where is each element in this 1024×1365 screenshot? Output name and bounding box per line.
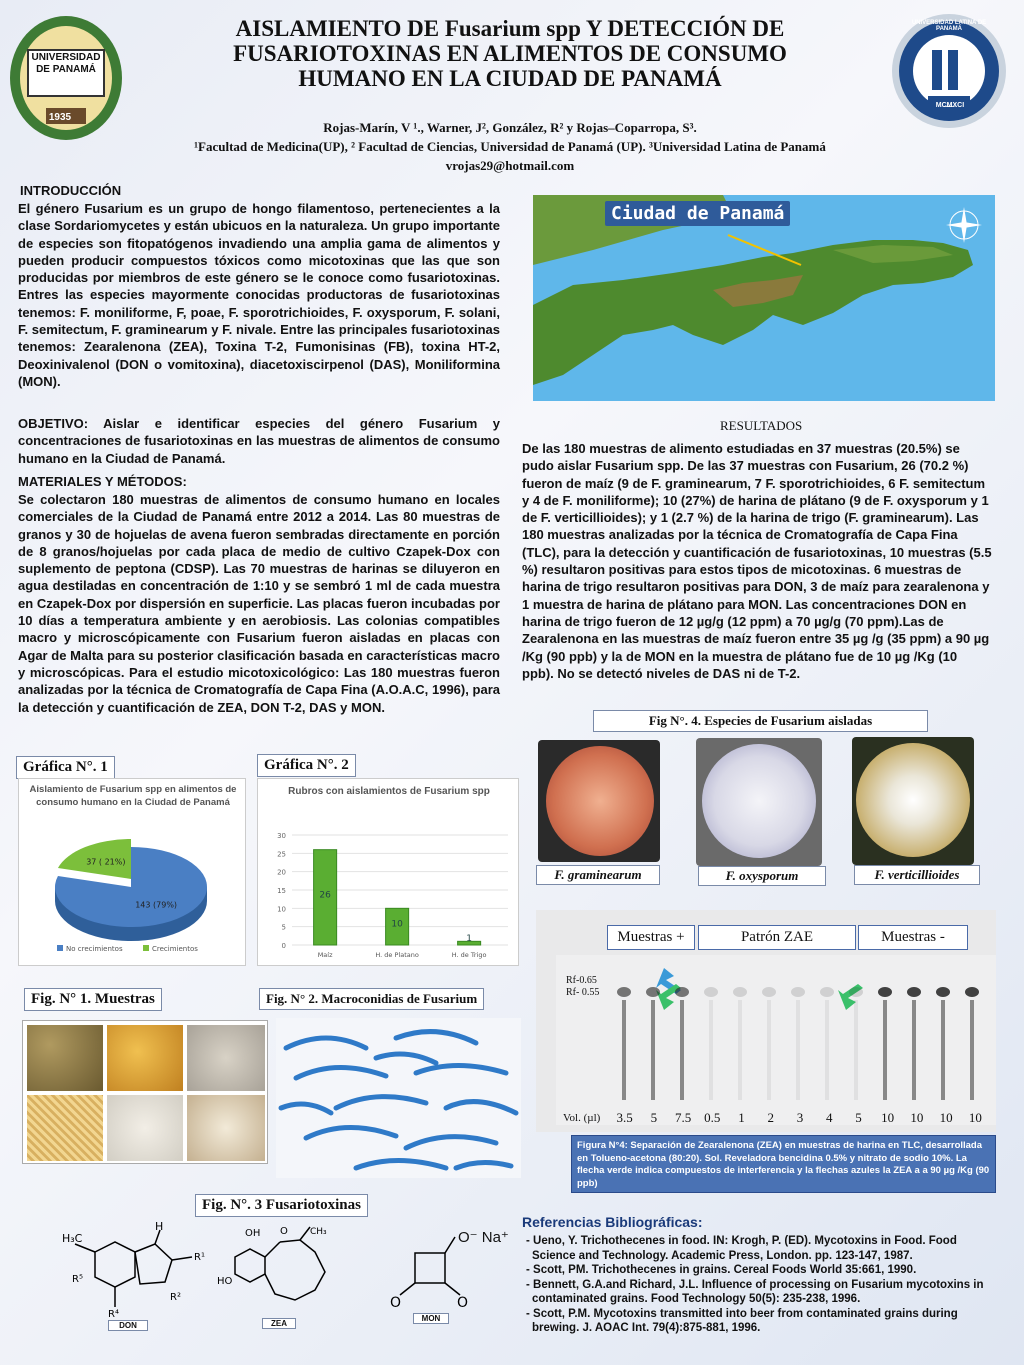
results-text: De las 180 muestras de alimento estudiadas en 37 muestras (20.5%) se pudo aislar Fusarium spp. De las 37 muestras con Fusarium, 26 (70.2 %) fueron de maíz (9 de F. graminearum, 7 F. sporotrichioides, 6 F. semitectum y 4 de F. moniliforme); 10 (27%) de harina de plátano (9 de F. oxysporum y 1 de F. verticillioides); y 1 (2.7 %) de la harina de trigo (F. graminearum). Las 180 muestras analizadas por la técnica de Cromatografía de Capa Fina (TLC), para la detección y cuantificación de fusariotoxinas, 10 muestras (5.5 %) resultaron positivas para estos tipos de micotoxinas. 6 muestras de harina de trigo resultaron positivas para DON, 3 de maíz para zearalenona y 1 muestra de harina de plátano para MON. Las concentraciones DON en harina de trigo fueron de 12 µg/g (12 ppm) a 70 µg/g (70 ppm).Las de Zearalenona en las muestras de maíz fueron entre 35 µg /g (35 ppm) a 90 µg /Kg (90 ppb) y la de MON en la muestra de plátano fue de 10 µg /Kg (10 ppb). No se detectó niveles de DAS ni de T-2. (522, 441, 992, 681)
tlc-label-positive: Muestras + (607, 925, 695, 950)
sample-white-beans (187, 1095, 265, 1161)
fig2-caption-text: Fig. N° 2. Macroconidias de Fusarium (266, 991, 478, 1006)
tlc-volume-value: 7.5 (674, 1110, 692, 1125)
bar-y-tick: 20 (277, 868, 286, 877)
tlc-spot (733, 987, 747, 997)
species-label-2: F. oxysporum (698, 866, 826, 886)
plate-graminearum (538, 740, 660, 862)
species-label-1: F. graminearum (536, 865, 660, 885)
sample-corn (107, 1025, 183, 1091)
email: vrojas29@hotmail.com (445, 158, 575, 173)
logo-left-text: UNIVERSIDAD DE PANAMÁ (31, 52, 101, 75)
pie-legend-label: No crecimientos (66, 945, 123, 953)
tlc-lane-streak (825, 1000, 829, 1100)
macroconidia-image (276, 1018, 521, 1178)
tlc-spot (704, 987, 718, 997)
intro-heading: INTRODUCCIÓN (20, 183, 122, 198)
plate-verticillioides (852, 737, 974, 865)
mon-label: MON (413, 1313, 449, 1324)
svg-text:H₃C: H₃C (62, 1232, 83, 1245)
svg-text:O: O (457, 1295, 469, 1310)
tlc-lane-streak (912, 1000, 916, 1100)
tlc-lane-streak (651, 1000, 655, 1100)
grafica1-label: Gráfica N°. 1 (16, 756, 115, 779)
tlc-spot (849, 987, 863, 997)
tlc-lane-streak (970, 1000, 974, 1100)
fig4-caption-text: Fig N°. 4. Especies de Fusarium aisladas (648, 713, 873, 728)
tlc-spot (820, 987, 834, 997)
map-city-label: Ciudad de Panamá (605, 201, 790, 226)
tlc-rf2: Rf- 0.55 (566, 987, 600, 998)
bar-x-tick: Maíz (317, 951, 333, 959)
plate-oxysporum (696, 738, 822, 866)
tlc-spot (907, 987, 921, 997)
zea-label: ZEA (262, 1318, 296, 1329)
logo-right-year: MCMXCI (935, 102, 965, 109)
mon-ion-text: O⁻ Na⁺ (458, 1229, 509, 1246)
bar-y-tick: 5 (281, 923, 286, 932)
bar-y-tick: 0 (281, 942, 286, 950)
authors-block (110, 118, 910, 175)
title-line-1: AISLAMIENTO DE Fusarium spp Y DETECCIÓN DE (235, 16, 785, 41)
bar-chart-panel (257, 778, 519, 966)
pie-data-label: 37 ( 21%) (86, 857, 126, 867)
fig2-caption (259, 988, 484, 1010)
references-list (520, 1234, 1000, 1336)
tlc-volume-value: 5 (650, 1110, 658, 1125)
tlc-volume-value: 3.5 (616, 1110, 633, 1125)
authors: Rojas-Marín, V ¹., Warner, J², González, R² y Rojas–Coparropa, S³. (323, 120, 697, 135)
tlc-lane-streak (941, 1000, 945, 1100)
svg-text:H: H (155, 1222, 164, 1233)
tlc-lane-streak (767, 1000, 771, 1100)
universidad-de-panama-logo (6, 10, 126, 145)
title-line-2: FUSARIOTOXINAS EN ALIMENTOS DE CONSUMO (233, 41, 787, 66)
svg-text:O: O (390, 1295, 402, 1310)
tlc-volume-value: 10 (910, 1110, 924, 1125)
tlc-rf1: Rf-0.65 (566, 975, 597, 986)
tlc-spot (965, 987, 979, 997)
fig3-caption: Fig. N°. 3 Fusariotoxinas (195, 1194, 368, 1217)
tlc-lane-streak (883, 1000, 887, 1100)
bar-y-tick: 15 (277, 887, 286, 895)
bar-data-label: 1 (466, 934, 472, 944)
bar-title: Rubros con aislamientos de Fusarium spp (288, 786, 490, 797)
pie-legend-label: Crecimientos (152, 945, 198, 953)
logo-right-text: UNIVERSIDAD LATINA DE PANAMÁ (911, 20, 987, 32)
sample-beans (27, 1025, 103, 1091)
pie-title: Aislamiento de Fusarium spp en alimentos de consumo humano en la Ciudad de Panamá (29, 784, 237, 808)
intro-text: El género Fusarium es un grupo de hongo filamentoso, pertenecientes a la clase Sordariomycetes y están ubicuos en la naturaleza. Un grupo importante de especies son fitopatógenos invadiendo una amplia gama de alimentos y pueden producir compuestos tóxicos como micotoxinas que las que son producidas por miembros de este género se le conoce como fusariotoxinas. Entres las especies mayormente conocidas productoras de fusariotoxinas tenemos: F. moniliforme, F, poae, F. sporotrichioides, F. oxysporum, F. solani, F. semitectum, F. graminearum y F. nivale. Entre las principales fusariotoxinas tenemos: Zearalenona (ZEA), Toxina T-2, Fumonisinas (FB), toxina HT-2, Deoxinivalenol (DON o vomitoxina), diacetoxiscirpenol (DAS), Moniliformina (MON). (18, 201, 500, 389)
tlc-lane-streak (738, 1000, 742, 1100)
bar-x-tick: H. de Platano (375, 951, 419, 959)
tlc-lane-streak (709, 1000, 713, 1100)
tlc-spot (617, 987, 631, 997)
svg-text:R⁴: R⁴ (108, 1309, 119, 1320)
svg-text:R¹: R¹ (194, 1252, 205, 1263)
title-line-3: HUMANO EN LA CIUDAD DE PANAMÁ (298, 66, 722, 91)
reference-item: - Ueno, Y. Trichothecenes in food. IN: Krogh, P. (ED). Mycotoxins in Food. Food Science and Technology. Academic Press, London. pp. 123-147, 1987. (526, 1235, 957, 1262)
bar-y-tick: 25 (277, 850, 286, 859)
reference-item: - Scott, P.M. Mycotoxins transmitted into beer from contaminated grains during brewing. J. AOAC Int. 79(4):875-881, 1996. (526, 1307, 958, 1334)
fig4-caption (593, 710, 928, 732)
tlc-volume-value: 4 (825, 1110, 833, 1125)
svg-text:CH₃: CH₃ (310, 1227, 327, 1237)
tlc-label-pattern: Patrón ZAE (698, 925, 856, 950)
tlc-volume-value: 2 (767, 1110, 774, 1125)
tlc-volume-value: 1 (738, 1110, 745, 1125)
tlc-caption: Figura N°4: Separación de Zearalenona (ZEA) en muestras de harina en TLC, desarrollada en Tolueno-acetona (80:20). Sol. Reveladora bencidina 0.5% y nitrato de sodio 10%. La flecha verde indica compuestos de interferencia y la flechas azules la ZEA a a 90 µg /Kg (90 ppb) (577, 1140, 990, 1189)
affiliations: ¹Facultad de Medicina(UP), ² Facultad de Ciencias, Universidad de Panamá (UP). ³Universidad Latina de Panamá (194, 139, 826, 154)
tlc-volume-value: 10 (968, 1110, 982, 1125)
bar-data-label: 26 (319, 890, 331, 901)
svg-text:OH: OH (245, 1228, 261, 1239)
tlc-lane-streak (854, 1000, 858, 1100)
pie-legend-swatch (57, 945, 63, 951)
bar-data-label: 10 (391, 919, 403, 930)
svg-text:HO: HO (217, 1276, 233, 1287)
bar-y-tick: 10 (277, 905, 286, 914)
sample-flour (187, 1025, 265, 1091)
methods-heading: MATERIALES Y MÉTODOS: (18, 474, 187, 489)
tlc-spot (791, 987, 805, 997)
tlc-volume-value: 0.5 (704, 1110, 721, 1125)
bar-chart (258, 779, 520, 967)
svg-text:O: O (280, 1226, 288, 1237)
tlc-lane-streak (622, 1000, 626, 1100)
tlc-spot (936, 987, 950, 997)
reference-item: - Scott, PM. Trichothecenes in grains. Cereal Foods World 35:661, 1990. (526, 1264, 917, 1276)
pie-chart-panel (18, 778, 246, 966)
fig1-samples-grid (22, 1020, 268, 1164)
pie-legend-swatch (143, 945, 149, 951)
tlc-spot (762, 987, 776, 997)
logo-left-year: 1935 (48, 112, 72, 123)
tlc-spot (878, 987, 892, 997)
svg-text:R⁵: R⁵ (72, 1274, 83, 1285)
panama-map (533, 195, 995, 401)
poster-title (160, 16, 860, 91)
objetivo-text: OBJETIVO: Aislar e identificar especies del género Fusarium y concentraciones de fusariotoxinas en las muestras de alimentos de consumo humano en la Ciudad de Panamá. (18, 416, 500, 466)
tlc-volume-value: 3 (796, 1110, 804, 1125)
tlc-caption-box (571, 1135, 996, 1193)
pie-data-label: 143 (79%) (135, 900, 178, 910)
tlc-label-negative: Muestras - (858, 925, 968, 950)
bar-x-tick: H. de Trigo (451, 951, 487, 959)
sample-pasta (27, 1095, 103, 1161)
species-label-3: F. verticillioides (854, 865, 980, 885)
bar-y-tick: 30 (277, 832, 286, 840)
tlc-volume-row (610, 1110, 990, 1126)
don-structure (60, 1222, 210, 1322)
methods-text: Se colectaron 180 muestras de alimentos de consumo humano en locales comerciales de la Ciudad de Panamá entre 2012 a 2014. Las 80 muestras de granos y 30 de hojuelas de avena fueron sembradas directamente en porción de 8 granos/hojuelas por cada placa de medio de cultivo Czapek-Dox con suplemento de peptona (CDSP). Las 70 muestras de harinas se diluyeron en agua destiladas en concentración de 1:10 y se sembró 1 ml de cada muestra en Czapek-Dox por dispersión en superficie. Las placas fueron incubadas por 10 días a temperatura ambiente y en aerobiosis. Las colonias compatibles macro y microscópicamente con Fusarium fueron aisladas en placas con Agar de Malta para su posterior clasificación basada en características macro y microscópicas. Para el estudio micotoxicológico: Las 180 muestras fueron analizadas por la técnica de Cromatografía de Capa Fina (A.O.A.C, 1996), para la detección y cuantificación de ZEA, DON T-2, DAS y MON. (18, 492, 500, 715)
tlc-spot (675, 987, 689, 997)
results-heading: RESULTADOS (720, 418, 803, 433)
tlc-volume-value: 10 (881, 1110, 895, 1125)
reference-item: - Bennett, G.A.and Richard, J.L. Influence of processing on Fusarium mycotoxins in contaminated grains. Food Technology 50(5): 235-238, 1996. (526, 1278, 984, 1305)
tlc-vol-label: Vol. (µl) (563, 1112, 601, 1124)
tlc-volume-value: 5 (855, 1110, 862, 1125)
tlc-spot (646, 987, 660, 997)
tlc-volume-value: 10 (939, 1110, 953, 1125)
grafica2-label: Gráfica N°. 2 (257, 754, 356, 777)
don-label: DON (108, 1320, 148, 1331)
references-heading: Referencias Bibliográficas: (522, 1214, 703, 1230)
zea-structure (215, 1222, 355, 1312)
tlc-lane-streak (796, 1000, 800, 1100)
fig1-caption: Fig. N° 1. Muestras (24, 988, 162, 1011)
svg-text:R²: R² (170, 1292, 181, 1303)
tlc-lane-streak (680, 1000, 684, 1100)
sample-rice (107, 1095, 183, 1161)
